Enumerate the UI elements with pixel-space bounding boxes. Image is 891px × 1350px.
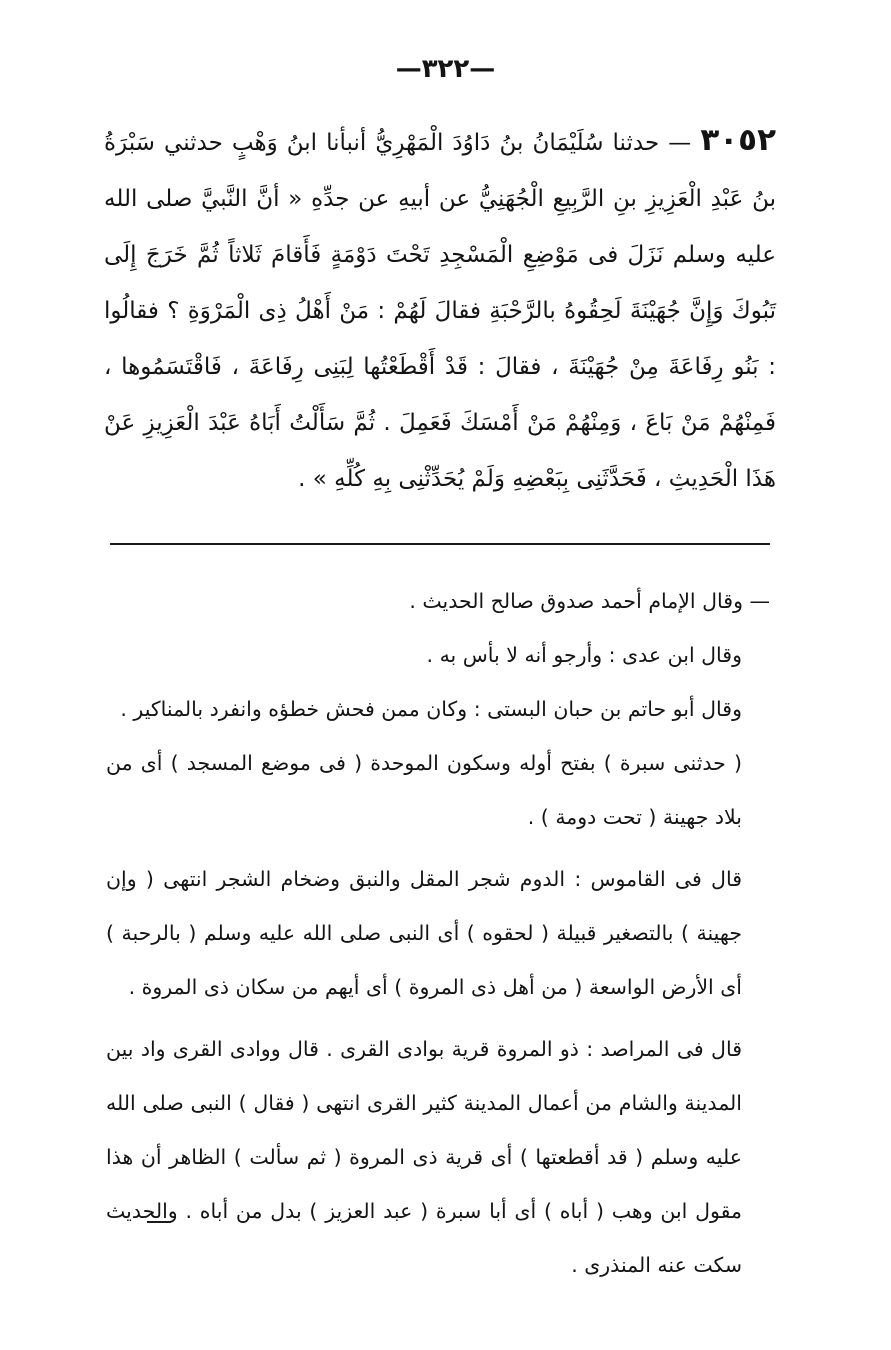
hadith-block	[104, 112, 776, 507]
commentary-paragraph-ibn-hibban: وقال أبو حاتم بن حبان البستى : وكان ممن فحش خطؤه وانفرد بالمناكير .	[120, 697, 742, 721]
commentary-paragraph-sabra: ( حدثنى سبرة ) بفتح أوله وسكون الموحدة ( فى موضع المسجد ) أى من بلاد جهينة ( تحت دومة ) .	[106, 751, 742, 829]
hadith-text: — حدثنا سُلَيْمَانُ بنُ دَاوُدَ الْمَهْرِيُّ أنبأنا ابنُ وَهْبٍ حدثني سَبْرَةُ بنُ عَبْدِ الْعَزِيزِ بنِ الرَّبِيعِ الْجُهَنِيُّ عن أبيهِ عن جدِّهِ « أنَّ النَّبيَّ صلى الله عليه وسلم نَزَلَ فى مَوْضِعِ الْمَسْجِدِ تَحْتَ دَوْمَةٍ فَأَقامَ ثَلاثاً ثُمَّ خَرَجَ إِلَى تَبُوكَ وَإِنَّ جُهَيْنَةَ لَحِقُوهُ بالرَّحْبَةِ فقالَ لَهُمْ : مَنْ أَهْلُ ذِى الْمَرْوَةِ ؟ فقالُوا : بَنُو رِفَاعَةَ مِنْ جُهَيْنَةَ ، فقالَ : قَدْ أَقْطَعْتُها لِبَنِى رِفَاعَةَ ، فَاقْتَسَمُوها ، فَمِنْهُمْ مَنْ بَاعَ ، وَمِنْهُمْ مَنْ أَمْسَكَ فَعَمِلَ . ثُمَّ سَأَلْتُ أَبَاهُ عَبْدَ الْعَزِيزِ عَنْ هَذَا الْحَدِيثِ ، فَحَدَّثَنِى بِبَعْضِهِ وَلَمْ يُحَدِّثْنِى بِهِ كُلِّهِ » .	[104, 130, 776, 492]
end-dash	[147, 1221, 171, 1223]
section-divider	[110, 543, 770, 545]
hadith-number: ٣٠٥٢	[700, 122, 776, 158]
commentary-paragraph-qamus: قال فى القاموس : الدوم شجر المقل والنبق وضخام الشجر انتهى ( وإن جهينة ) بالتصغير قبيلة ( لحقوه ) أى النبى صلى الله عليه وسلم ( بالرحبة ) أى الأرض الواسعة ( من أهل ذى المروة ) أى أيهم من سكان ذى المروة .	[106, 867, 742, 999]
page-number: —٣٢٢—	[395, 54, 496, 84]
commentary-paragraph-marasid: قال فى المراصد : ذو المروة قرية بوادى القرى . قال ووادى القرى واد بين المدينة والشام من أعمال المدينة كثير القرى انتهى ( فقال ) النبى صلى الله عليه وسلم ( قد أقطعتها ) أى قرية ذى المروة ( ثم سألت ) الظاهر أن هذا مقول ابن وهب ( أباه ) أى أبا سبرة ( عبد العزيز ) بدل من أباه . والحديث سكت عنه المنذرى .	[106, 1037, 742, 1277]
commentary-block	[106, 574, 784, 1292]
commentary-paragraph-ibn-adi: وقال ابن عدى : وأرجو أنه لا بأس به .	[426, 643, 742, 667]
commentary-paragraph-ahmad: — وقال الإمام أحمد صدوق صالح الحديث .	[409, 589, 770, 613]
